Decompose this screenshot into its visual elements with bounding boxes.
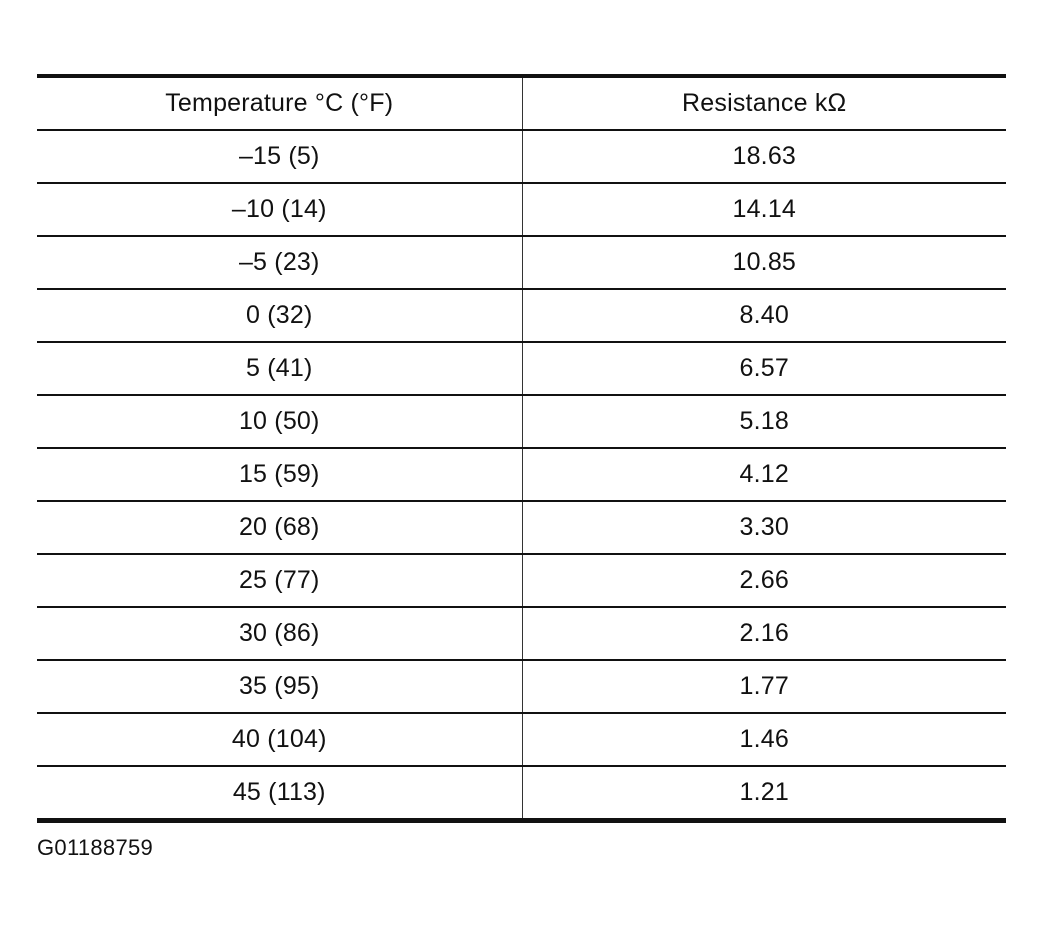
resistance-cell: 8.40 [522,289,1006,342]
table-row [37,183,1006,236]
temperature-cell: 40 (104) [37,713,522,766]
temperature-cell: 5 (41) [37,342,522,395]
resistance-cell: 1.21 [522,766,1006,818]
table-row [37,130,1006,183]
temperature-cell: 10 (50) [37,395,522,448]
resistance-cell: 1.46 [522,713,1006,766]
temperature-cell: 25 (77) [37,554,522,607]
temperature-cell: –15 (5) [37,130,522,183]
temperature-cell: –5 (23) [37,236,522,289]
resistance-cell: 2.16 [522,607,1006,660]
header-row [37,78,1006,130]
resistance-cell: 2.66 [522,554,1006,607]
table-row [37,501,1006,554]
table-row [37,607,1006,660]
temperature-cell: 35 (95) [37,660,522,713]
resistance-cell: 10.85 [522,236,1006,289]
temperature-cell: 15 (59) [37,448,522,501]
table-row [37,660,1006,713]
figure-id: G01188759 [37,835,154,860]
resistance-cell: 18.63 [522,130,1006,183]
temperature-cell: 20 (68) [37,501,522,554]
temperature-cell: –10 (14) [37,183,522,236]
table-row [37,342,1006,395]
table-row [37,766,1006,818]
temperature-resistance-table [37,74,1006,823]
table-row [37,395,1006,448]
resistance-cell: 3.30 [522,501,1006,554]
resistance-cell: 4.12 [522,448,1006,501]
temperature-cell: 0 (32) [37,289,522,342]
table-bottom-rule [37,818,1006,823]
table-row [37,554,1006,607]
table-row [37,289,1006,342]
table-row [37,236,1006,289]
column-header-resistance: Resistance kΩ [522,78,1006,130]
resistance-cell: 6.57 [522,342,1006,395]
table-row [37,713,1006,766]
column-header-temperature: Temperature °C (°F) [165,89,394,117]
data-table [37,78,1006,818]
resistance-cell: 5.18 [522,395,1006,448]
temperature-cell: 45 (113) [37,766,522,818]
resistance-cell: 14.14 [522,183,1006,236]
table-row [37,448,1006,501]
resistance-cell: 1.77 [522,660,1006,713]
temperature-cell: 30 (86) [37,607,522,660]
